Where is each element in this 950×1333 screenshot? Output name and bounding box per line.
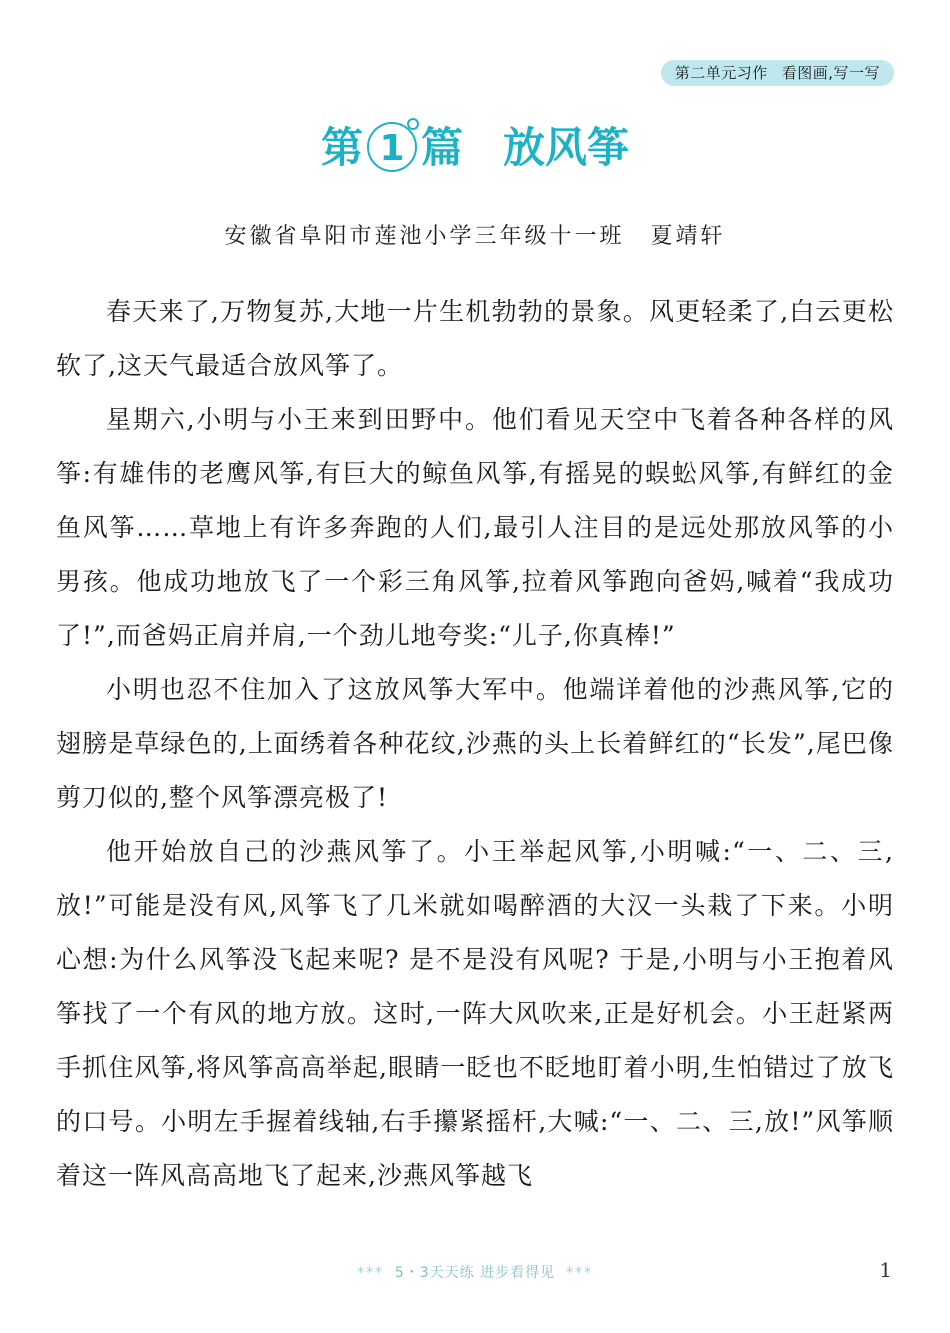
title-prefix: 第 [320,123,363,172]
title-suffix: 篇 [420,123,463,172]
paragraph-4: 他开始放自己的沙燕风筝了。小王举起风筝,小明喊:“一、二、三,放!”可能是没有风,风筝飞了几米就如喝醉酒的大汉一头栽了下来。小明心想:为什么风筝没飞起来呢? 是不是没有风呢? 于是,小明与小王抱着风筝找了一个有风的地方放。这时,一阵大风吹来,正是好机会。小王赶紧两手抓住风筝,将风筝高高举起,眼睛一眨也不眨地盯着小明,生怕错过了放飞的口号。小明左手握着线轴,右手攥紧摇杆,大喊:“一、二、三,放!”风筝顺着这一阵风高高地飞了起来,沙燕风筝越飞 [56,837,894,1190]
paragraph-1: 春天来了,万物复苏,大地一片生机勃勃的景象。风更轻柔了,白云更松软了,这天气最适合放风筝了。 [56,297,894,380]
paragraph-3: 小明也忍不住加入了这放风筝大军中。他端详着他的沙燕风筝,它的翅膀是草绿色的,上面绣着各种花纹,沙燕的头上长着鲜红的“长发”,尾巴像剪刀似的,整个风筝漂亮极了! [56,675,894,812]
footer-slogan [0,1262,950,1282]
article-title [0,118,950,178]
author-school: 安徽省阜阳市莲池小学三年级十一班 [224,224,625,249]
topic-label: 看图画,写一写 [781,64,880,82]
page-number: 1 [879,1258,892,1282]
footer-stars-left-icon: *** [356,1265,384,1281]
author-name: 夏靖轩 [650,224,726,249]
footer-slogan-text: 5・3天天练 进步看得见 [394,1265,556,1281]
article-number: 1 [379,127,405,169]
author-line [0,222,950,252]
footer-stars-right-icon: *** [566,1265,594,1281]
unit-label: 第二单元习作 [674,64,768,82]
title-name: 放风筝 [503,123,630,172]
section-tag [661,60,894,86]
badge-dot-icon [407,118,419,130]
article-number-badge [367,122,417,172]
article-body [56,285,894,1203]
paragraph-2: 星期六,小明与小王来到田野中。他们看见天空中飞着各种各样的风筝:有雄伟的老鹰风筝,有巨大的鲸鱼风筝,有摇晃的蜈蚣风筝,有鲜红的金鱼风筝……草地上有许多奔跑的人们,最引人注目的是远处那放风筝的小男孩。他成功地放飞了一个彩三角风筝,拉着风筝跑向爸妈,喊着“我成功了!”,而爸妈正肩并肩,一个劲儿地夸奖:“儿子,你真棒!” [56,405,894,650]
